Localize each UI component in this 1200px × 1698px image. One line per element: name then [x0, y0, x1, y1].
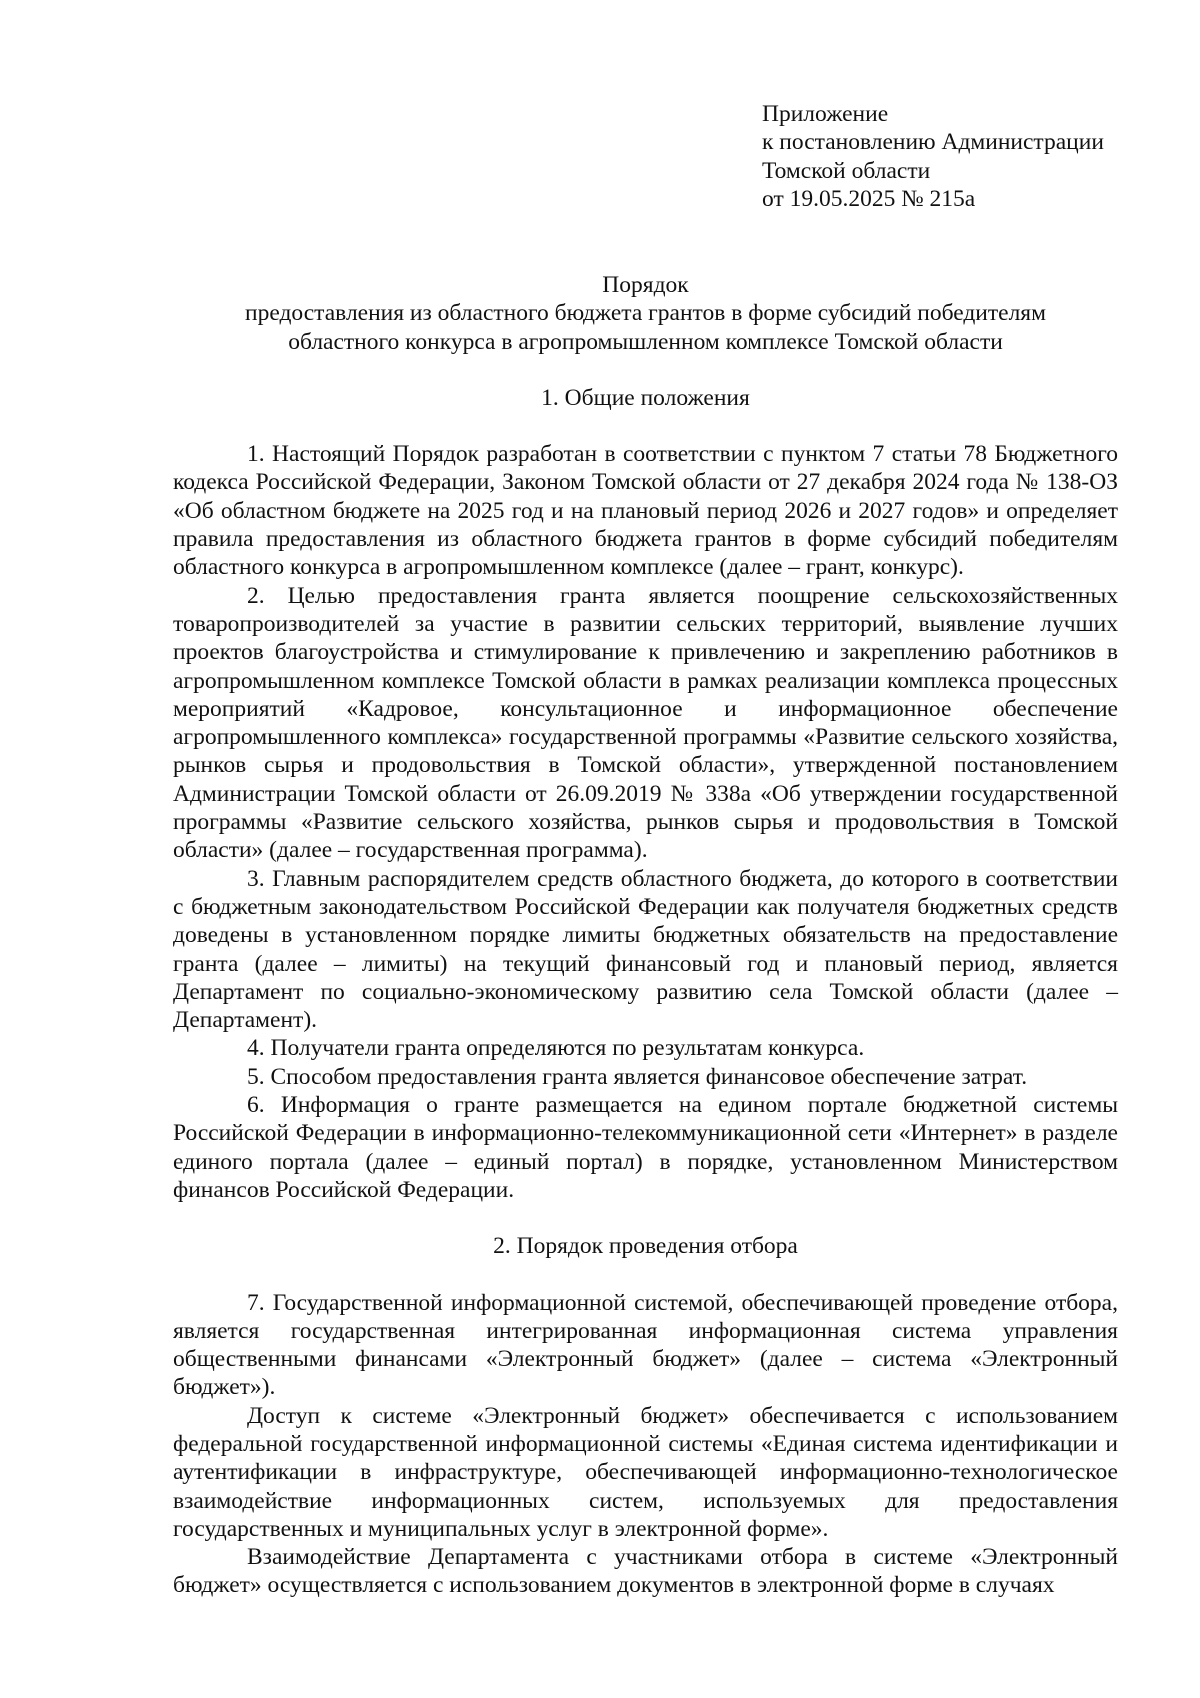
document-body: [173, 271, 1118, 1600]
appendix-line: Томской области: [762, 157, 931, 184]
paragraph: 5. Способом предоставления гранта является финансовое обеспечение затрат.: [247, 1063, 1028, 1090]
paragraph: Доступ к системе «Электронный бюджет» обеспечивается с использованием федеральной государственной информационной системы «Единая система идентификации и аутентификации в инфраструктуре, обеспечивающей информационно-технологическое взаимодействие информационных систем, используемых для предоставления государственных и муниципальных услуг в электронной форме».: [173, 1402, 1118, 1542]
document-title: [173, 271, 1118, 356]
appendix-block: [762, 100, 1162, 214]
paragraph: 1. Настоящий Порядок разработан в соответствии с пунктом 7 статьи 78 Бюджетного кодекса Российской Федерации, Законом Томской области от 27 декабря 2024 года № 138-ОЗ «Об областном бюджете на 2025 год и на плановый период 2026 и 2027 годов» и определяет правила предоставления из областного бюджета грантов в форме субсидий победителям областного конкурса в агропромышленном комплексе (далее – грант, конкурс).: [173, 441, 1118, 581]
paragraph: 4. Получатели гранта определяются по результатам конкурса.: [247, 1035, 865, 1062]
paragraph: 6. Информация о гранте размещается на едином портале бюджетной системы Российской Федерации в информационно-телекоммуникационной сети «Интернет» в разделе единого портала (далее – единый портал) в порядке, установленном Министерством финансов Российской Федерации.: [173, 1092, 1118, 1203]
title-line: областного конкурса в агропромышленном комплексе Томской области: [288, 328, 1003, 355]
appendix-line: Приложение: [762, 101, 889, 127]
appendix-line: к постановлению Администрации: [762, 129, 1104, 156]
appendix-line: от 19.05.2025 № 215а: [762, 186, 976, 213]
section-heading-general: 1. Общие положения: [541, 384, 750, 411]
title-line: Порядок: [602, 272, 689, 298]
section-heading-selection: 2. Порядок проведения отбора: [493, 1233, 798, 1260]
paragraph: 2. Целью предоставления гранта является поощрение сельскохозяйственных товаропроизводителей за участие в развитии сельских территорий, выявление лучших проектов благоустройства и стимулирование к привлечению и закреплению работников в агропромышленном комплексе Томской области в рамках реализации комплекса процессных мероприятий «Кадровое, консультационное и информационное обеспечение агропромышленного комплекса» государственной программы «Развитие сельского хозяйства, рынков сырья и продовольствия в Томской области», утвержденной постановлением Администрации Томской области от 26.09.2019 № 338а «Об утверждении государственной программы «Развитие сельского хозяйства, рынков сырья и продовольствия в Томской области» (далее – государственная программа).: [173, 582, 1118, 864]
paragraph: 7. Государственной информационной системой, обеспечивающей проведение отбора, является государственная интегрированная информационная система управления общественными финансами «Электронный бюджет» (далее – система «Электронный бюджет»).: [173, 1289, 1118, 1401]
paragraph: 3. Главным распорядителем средств областного бюджета, до которого в соответствии с бюджетным законодательством Российской Федерации как получателя бюджетных средств доведены в установленном порядке лимиты бюджетных обязательств на предоставление гранта (далее – лимиты) на текущий финансовый год и плановый период, является Департамент по социально-экономическому развитию села Томской области (далее – Департамент).: [173, 865, 1118, 1034]
title-line: предоставления из областного бюджета грантов в форме субсидий победителям: [245, 300, 1046, 327]
paragraph: Взаимодействие Департамента с участниками отбора в системе «Электронный бюджет» осуществляется с использованием документов в электронной форме в случаях: [173, 1544, 1118, 1599]
